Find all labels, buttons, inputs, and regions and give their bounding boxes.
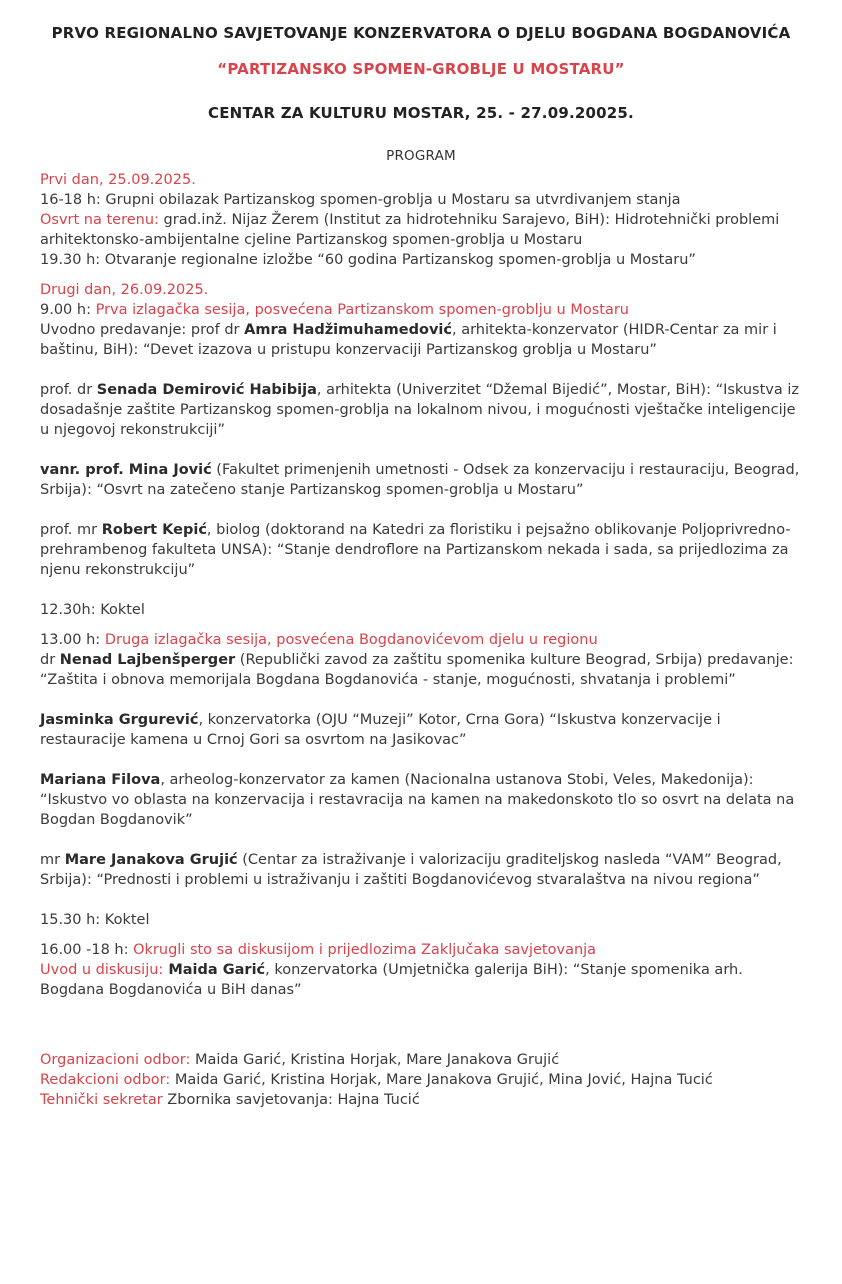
day1-event-exhibition: 19.30 h: Otvaranje regionalne izložbe “60 godina Partizanskog spomen-groblja u Mostaru” xyxy=(40,252,696,268)
talk-jovic: vanr. prof. Mina Jović (Fakultet primenjenih umetnosti - Odsek za konzervaciju i restauraciju, Beograd, Srbija): “Osvrt na zatečeno stanje Partizanskog spomen-groblja u Mostaru” xyxy=(40,462,800,498)
talk-demirovic-habibija: prof. dr Senada Demirović Habibija, arhitekta (Univerzitet “Džemal Bijedić”, Mostar, BiH): “Iskustva iz dosadašnje zaštite Partizanskog spomen-groblja na lokalnom nivou, i mogućnosti vještačke inteligencije u njegovoj rekonstrukciji” xyxy=(40,382,800,438)
talk-kepic: prof. mr Robert Kepić, biolog (doktorand na Katedri za floristiku i pejsažno oblikovanje Poljoprivredno-prehrambenog fakulteta UNSA): “Stanje dendroflore na Partizanskom nekada i sada, sa prijedlozima za njenu rekonstrukciju” xyxy=(40,522,791,578)
technical-secretary: Tehnički sekretar Zbornika savjetovanja: Hajna Tucić xyxy=(40,1092,420,1108)
day1-heading: Prvi dan, 25.09.2025. xyxy=(40,172,196,188)
talk-grgurevic: Jasminka Grgurević, konzervatorka (OJU “Muzeji” Kotor, Crna Gora) “Iskustva konzervacije i restauracije kamena u Crnoj Gori sa osvrtom na Jasikovac” xyxy=(40,712,721,748)
organizing-committee: Organizacioni odbor: Maida Garić, Kristina Horjak, Mare Janakova Grujić xyxy=(40,1052,560,1068)
day1-event-tour: 16-18 h: Grupni obilazak Partizanskog spomen-groblja u Mostaru sa utvrdivanjem stanja xyxy=(40,192,681,208)
session1-heading: 9.00 h: Prva izlagačka sesija, posvećena Partizanskom spomen-groblju u Mostaru xyxy=(40,302,629,318)
break-cocktail-2: 15.30 h: Koktel xyxy=(40,912,150,928)
talk-janakova-grujic: mr Mare Janakova Grujić (Centar za istraživanje i valorizaciju graditeljskog nasleda “VAM” Beograd, Srbija): “Prednosti i problemi u istraživanju i zaštiti Bogdanovićevog stvaralaštva na nivou regiona” xyxy=(40,852,782,888)
round-table-heading: 16.00 -18 h: Okrugli sto sa diskusijom i prijedlozima Zaključaka savjetovanja xyxy=(40,942,597,958)
editorial-committee: Redakcioni odbor: Maida Garić, Kristina Horjak, Mare Janakova Grujić, Mina Jović, Hajna Tucić xyxy=(40,1072,713,1088)
conference-subtitle: “PARTIZANSKO SPOMEN-GROBLJE U MOSTARU” xyxy=(217,60,625,78)
talk-filova: Mariana Filova, arheolog-konzervator za kamen (Nacionalna ustanova Stobi, Veles, Makedonija): “Iskustvo vo oblasta na konzervacija i restavracija na kamen na makedonskoto tlo so osvrt na delata na Bogdan Bogdanovik” xyxy=(40,772,795,828)
program-heading: PROGRAM xyxy=(386,148,456,164)
discussion-intro: Uvod u diskusiju: Maida Garić, konzervatorka (Umjetnička galerija BiH): “Stanje spomenika arh. Bogdana Bogdanovića u BiH danas” xyxy=(40,962,743,998)
day2-heading: Drugi dan, 26.09.2025. xyxy=(40,282,209,298)
talk-hadzimuhamedovic: Uvodno predavanje: prof dr Amra Hadžimuhamedović, arhitekta-konzervator (HIDR-Centar za mir i baštinu, BiH): “Devet izazova u pristupu konzervaciji Partizanskog groblja u Mostaru” xyxy=(40,322,777,358)
break-cocktail-1: 12.30h: Koktel xyxy=(40,602,145,618)
venue-and-dates: CENTAR ZA KULTURU MOSTAR, 25. - 27.09.20025. xyxy=(208,104,634,122)
day1-event-field-review: Osvrt na terenu: grad.inž. Nijaz Žerem (Institut za hidrotehniku Sarajevo, BiH): Hidrotehnički problemi arhitektonsko-ambijentalne cjeline Partizanskog spomen-groblja u Mostaru xyxy=(40,212,780,248)
talk-lajbensperger: dr Nenad Lajbenšperger (Republički zavod za zaštitu spomenika kulture Beograd, Srbija) predavanje: “Zaštita i obnova memorijala Bogdana Bogdanovića - stanje, mogućnosti, shvatanja i problemi” xyxy=(40,652,794,688)
conference-title: PRVO REGIONALNO SAVJETOVANJE KONZERVATORA O DJELU BOGDANA BOGDANOVIĆA xyxy=(51,24,791,42)
session2-heading: 13.00 h: Druga izlagačka sesija, posvećena Bogdanovićevom djelu u regionu xyxy=(40,632,598,648)
program-body xyxy=(40,170,808,1110)
